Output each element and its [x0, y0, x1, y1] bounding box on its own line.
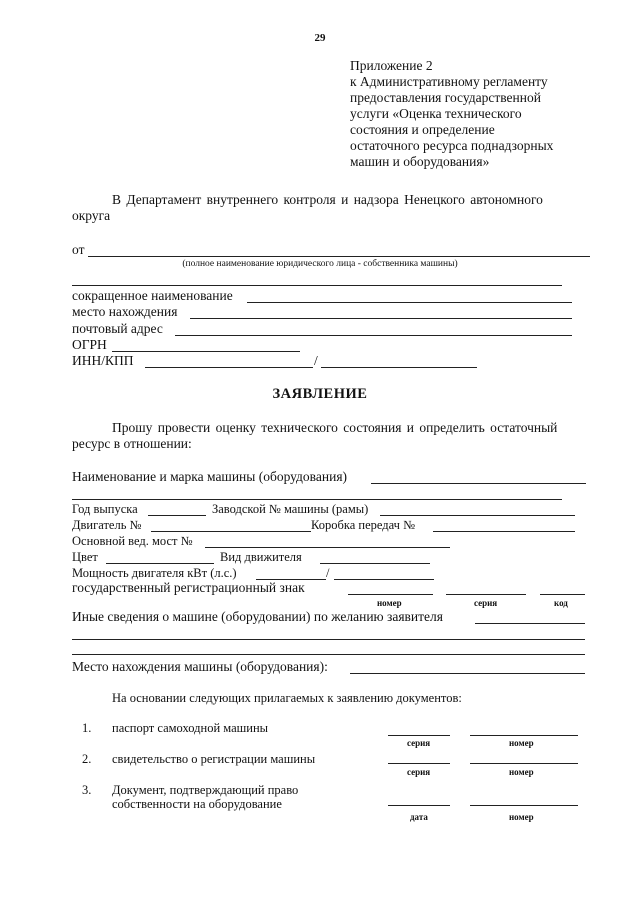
- engine-field[interactable]: [151, 531, 311, 532]
- reg-code-field[interactable]: [540, 594, 585, 595]
- propulsion-field[interactable]: [320, 563, 430, 564]
- inn-kpp-label: ИНН/КПП: [72, 353, 134, 368]
- color-field[interactable]: [106, 563, 214, 564]
- appendix-line: состояния и определение: [350, 122, 495, 137]
- appendix-header: [350, 58, 610, 170]
- appendix-line: к Административному регламенту: [350, 74, 548, 89]
- other-info-field-3[interactable]: [72, 654, 585, 655]
- year-field[interactable]: [148, 515, 206, 516]
- appendix-line: Приложение 2: [350, 58, 433, 73]
- document-series-caption: серия: [407, 738, 431, 748]
- other-info-field-2[interactable]: [72, 639, 585, 640]
- year-label: Год выпуска: [72, 502, 138, 516]
- document-item-number: 1.: [82, 721, 92, 735]
- ogrn-label: ОГРН: [72, 337, 107, 352]
- document-item-number: 3.: [82, 783, 92, 797]
- document-number-caption: номер: [509, 767, 534, 777]
- document-series-field[interactable]: [388, 735, 450, 736]
- propulsion-label: Вид движителя: [220, 550, 302, 564]
- document-series-caption: серия: [407, 767, 431, 777]
- machine-name-field[interactable]: [371, 483, 586, 484]
- request-line1: Прошу провести оценку технического состояния и определить остаточный: [112, 420, 558, 435]
- document-number-caption: номер: [509, 812, 534, 822]
- from-label: от: [72, 242, 85, 257]
- other-info-label: Иные сведения о машине (оборудовании) по желанию заявителя: [72, 609, 443, 624]
- addressee-line1: В Департамент внутреннего контроля и надзора Ненецкого автономного: [112, 192, 543, 207]
- document-item-text: Документ, подтверждающий право: [112, 783, 299, 797]
- ogrn-field[interactable]: [112, 351, 300, 352]
- request-line2: ресурс в отношении:: [72, 436, 192, 451]
- from-hint: (полное наименование юридического лица - собственника машины): [182, 259, 458, 269]
- documents-intro: На основании следующих прилагаемых к заявлению документов:: [112, 691, 462, 705]
- appendix-line: остаточного ресурса поднадзорных: [350, 138, 554, 153]
- serial-label: Заводской № машины (рамы): [212, 502, 369, 516]
- short-name-field[interactable]: [247, 302, 572, 303]
- document-number-caption: номер: [509, 738, 534, 748]
- appendix-line: предоставления государственной: [350, 90, 541, 105]
- power-hp-field[interactable]: [334, 579, 434, 580]
- document-number-field[interactable]: [470, 805, 578, 806]
- from-field-continued[interactable]: [72, 285, 562, 286]
- document-item-text: собственности на оборудование: [112, 797, 282, 811]
- from-field[interactable]: [88, 256, 590, 257]
- machine-location-label: Место нахождения машины (оборудования):: [72, 659, 328, 674]
- machine-location-field[interactable]: [350, 673, 585, 674]
- machine-name-label: Наименование и марка машины (оборудования): [72, 469, 348, 484]
- document-date-field[interactable]: [388, 805, 450, 806]
- reg-series-caption: серия: [474, 598, 498, 608]
- power-slash: /: [326, 566, 330, 580]
- gearbox-label: Коробка передач №: [311, 518, 415, 532]
- reg-number-caption: номер: [377, 598, 402, 608]
- inn-kpp-slash: /: [314, 353, 318, 368]
- document-number-field[interactable]: [470, 735, 578, 736]
- location-label: место нахождения: [72, 304, 178, 319]
- short-name-label: сокращенное наименование: [72, 288, 233, 303]
- reg-sign-label: государственный регистрационный знак: [72, 580, 305, 595]
- serial-field[interactable]: [380, 515, 575, 516]
- page-number: 29: [314, 32, 326, 44]
- inn-field[interactable]: [145, 367, 313, 368]
- addressee-line2: округа: [72, 208, 111, 223]
- document-date-caption: дата: [410, 812, 428, 822]
- reg-code-caption: код: [554, 598, 568, 608]
- power-label: Мощность двигателя кВт (л.с.): [72, 566, 237, 580]
- document-item-text: паспорт самоходной машины: [112, 721, 269, 735]
- other-info-field[interactable]: [475, 623, 585, 624]
- reg-series-field[interactable]: [446, 594, 526, 595]
- axle-field[interactable]: [205, 547, 450, 548]
- document-item-number: 2.: [82, 752, 92, 766]
- location-field[interactable]: [190, 318, 572, 319]
- appendix-line: услуги «Оценка технического: [350, 106, 522, 121]
- document-number-field[interactable]: [470, 763, 578, 764]
- engine-label: Двигатель №: [72, 518, 142, 532]
- document-title: ЗАЯВЛЕНИЕ: [272, 386, 368, 402]
- reg-number-field[interactable]: [348, 594, 433, 595]
- color-label: Цвет: [72, 550, 98, 564]
- appendix-line: машин и оборудования»: [350, 154, 490, 169]
- postal-address-field[interactable]: [175, 335, 572, 336]
- kpp-field[interactable]: [321, 367, 477, 368]
- gearbox-field[interactable]: [433, 531, 575, 532]
- axle-label: Основной вед. мост №: [72, 534, 193, 548]
- machine-name-field-continued[interactable]: [72, 499, 562, 500]
- postal-address-label: почтовый адрес: [72, 321, 163, 336]
- document-item-text: свидетельство о регистрации машины: [112, 752, 316, 766]
- document-series-field[interactable]: [388, 763, 450, 764]
